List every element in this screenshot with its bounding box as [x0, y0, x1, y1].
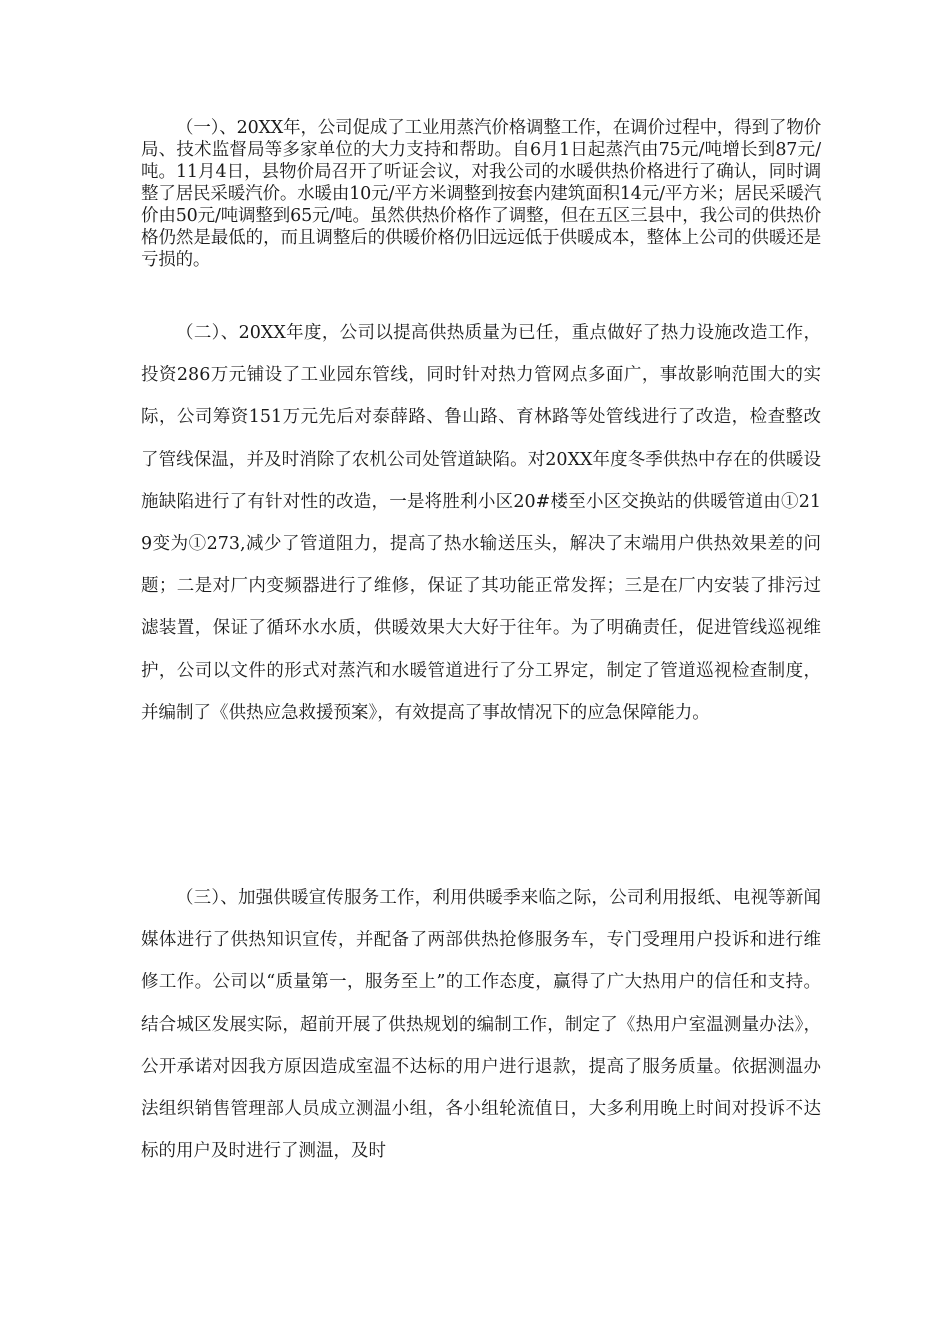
paragraph-price-adjustment: （一）、20XX年，公司促成了工业用蒸汽价格调整工作，在调价过程中，得到了物价局、技术监督局等多家单位的大力支持和帮助。自6月1日起蒸汽由75元/吨增长到87元/吨。11月4日，县物价局召开了听证会议，对我公司的水暖供热价格进行了确认，同时调整了居民采暖汽价。水暖由10元/平方米调整到按套内建筑面积14元/平方米；居民采暖汽价由50元/吨调整到65元/吨。虽然供热价格作了调整，但在五区三县中，我公司的供热价格仍然是最低的，而且调整后的供暖价格仍旧远远低于供暖成本，整体上公司的供暖还是亏损的。: [141, 118, 821, 270]
paragraph-service-promotion: （三）、加强供暖宣传服务工作，利用供暖季来临之际，公司利用报纸、电视等新闻媒体进行了供热知识宣传，并配备了两部供热抢修服务车，专门受理用户投诉和进行维修工作。公司以“质量第一，服务至上”的工作态度，赢得了广大热用户的信任和支持。结合城区发展实际，超前开展了供热规划的编制工作，制定了《热用户室温测量办法》，公开承诺对因我方原因造成室温不达标的用户进行退款，提高了服务质量。依据测温办法组织销售管理部人员成立测温小组，各小组轮流值日，大多利用晚上时间对投诉不达标的用户及时进行了测温，及时: [141, 888, 821, 1162]
paragraph-facility-renovation: （二）、20XX年度，公司以提高供热质量为已任，重点做好了热力设施改造工作，投资286万元铺设了工业园东管线，同时针对热力管网点多面广，事故影响范围大的实际，公司筹资151万元先后对泰薛路、鲁山路、育林路等处管线进行了改造，检查整改了管线保温，并及时消除了农机公司处管道缺陷。对20XX年度冬季供热中存在的供暖设施缺陷进行了有针对性的改造，一是将胜利小区20#楼至小区交换站的供暖管道由①219变为①273,减少了管道阻力，提高了热水输送压头，解决了末端用户供热效果差的问题；二是对厂内变频器进行了维修，保证了其功能正常发挥；三是在厂内安装了排污过滤装置，保证了循环水水质，供暖效果大大好于往年。为了明确责任，促进管线巡视维护，公司以文件的形式对蒸汽和水暖管道进行了分工界定，制定了管道巡视检查制度，并编制了《供热应急救援预案》，有效提高了事故情况下的应急保障能力。: [141, 323, 821, 723]
